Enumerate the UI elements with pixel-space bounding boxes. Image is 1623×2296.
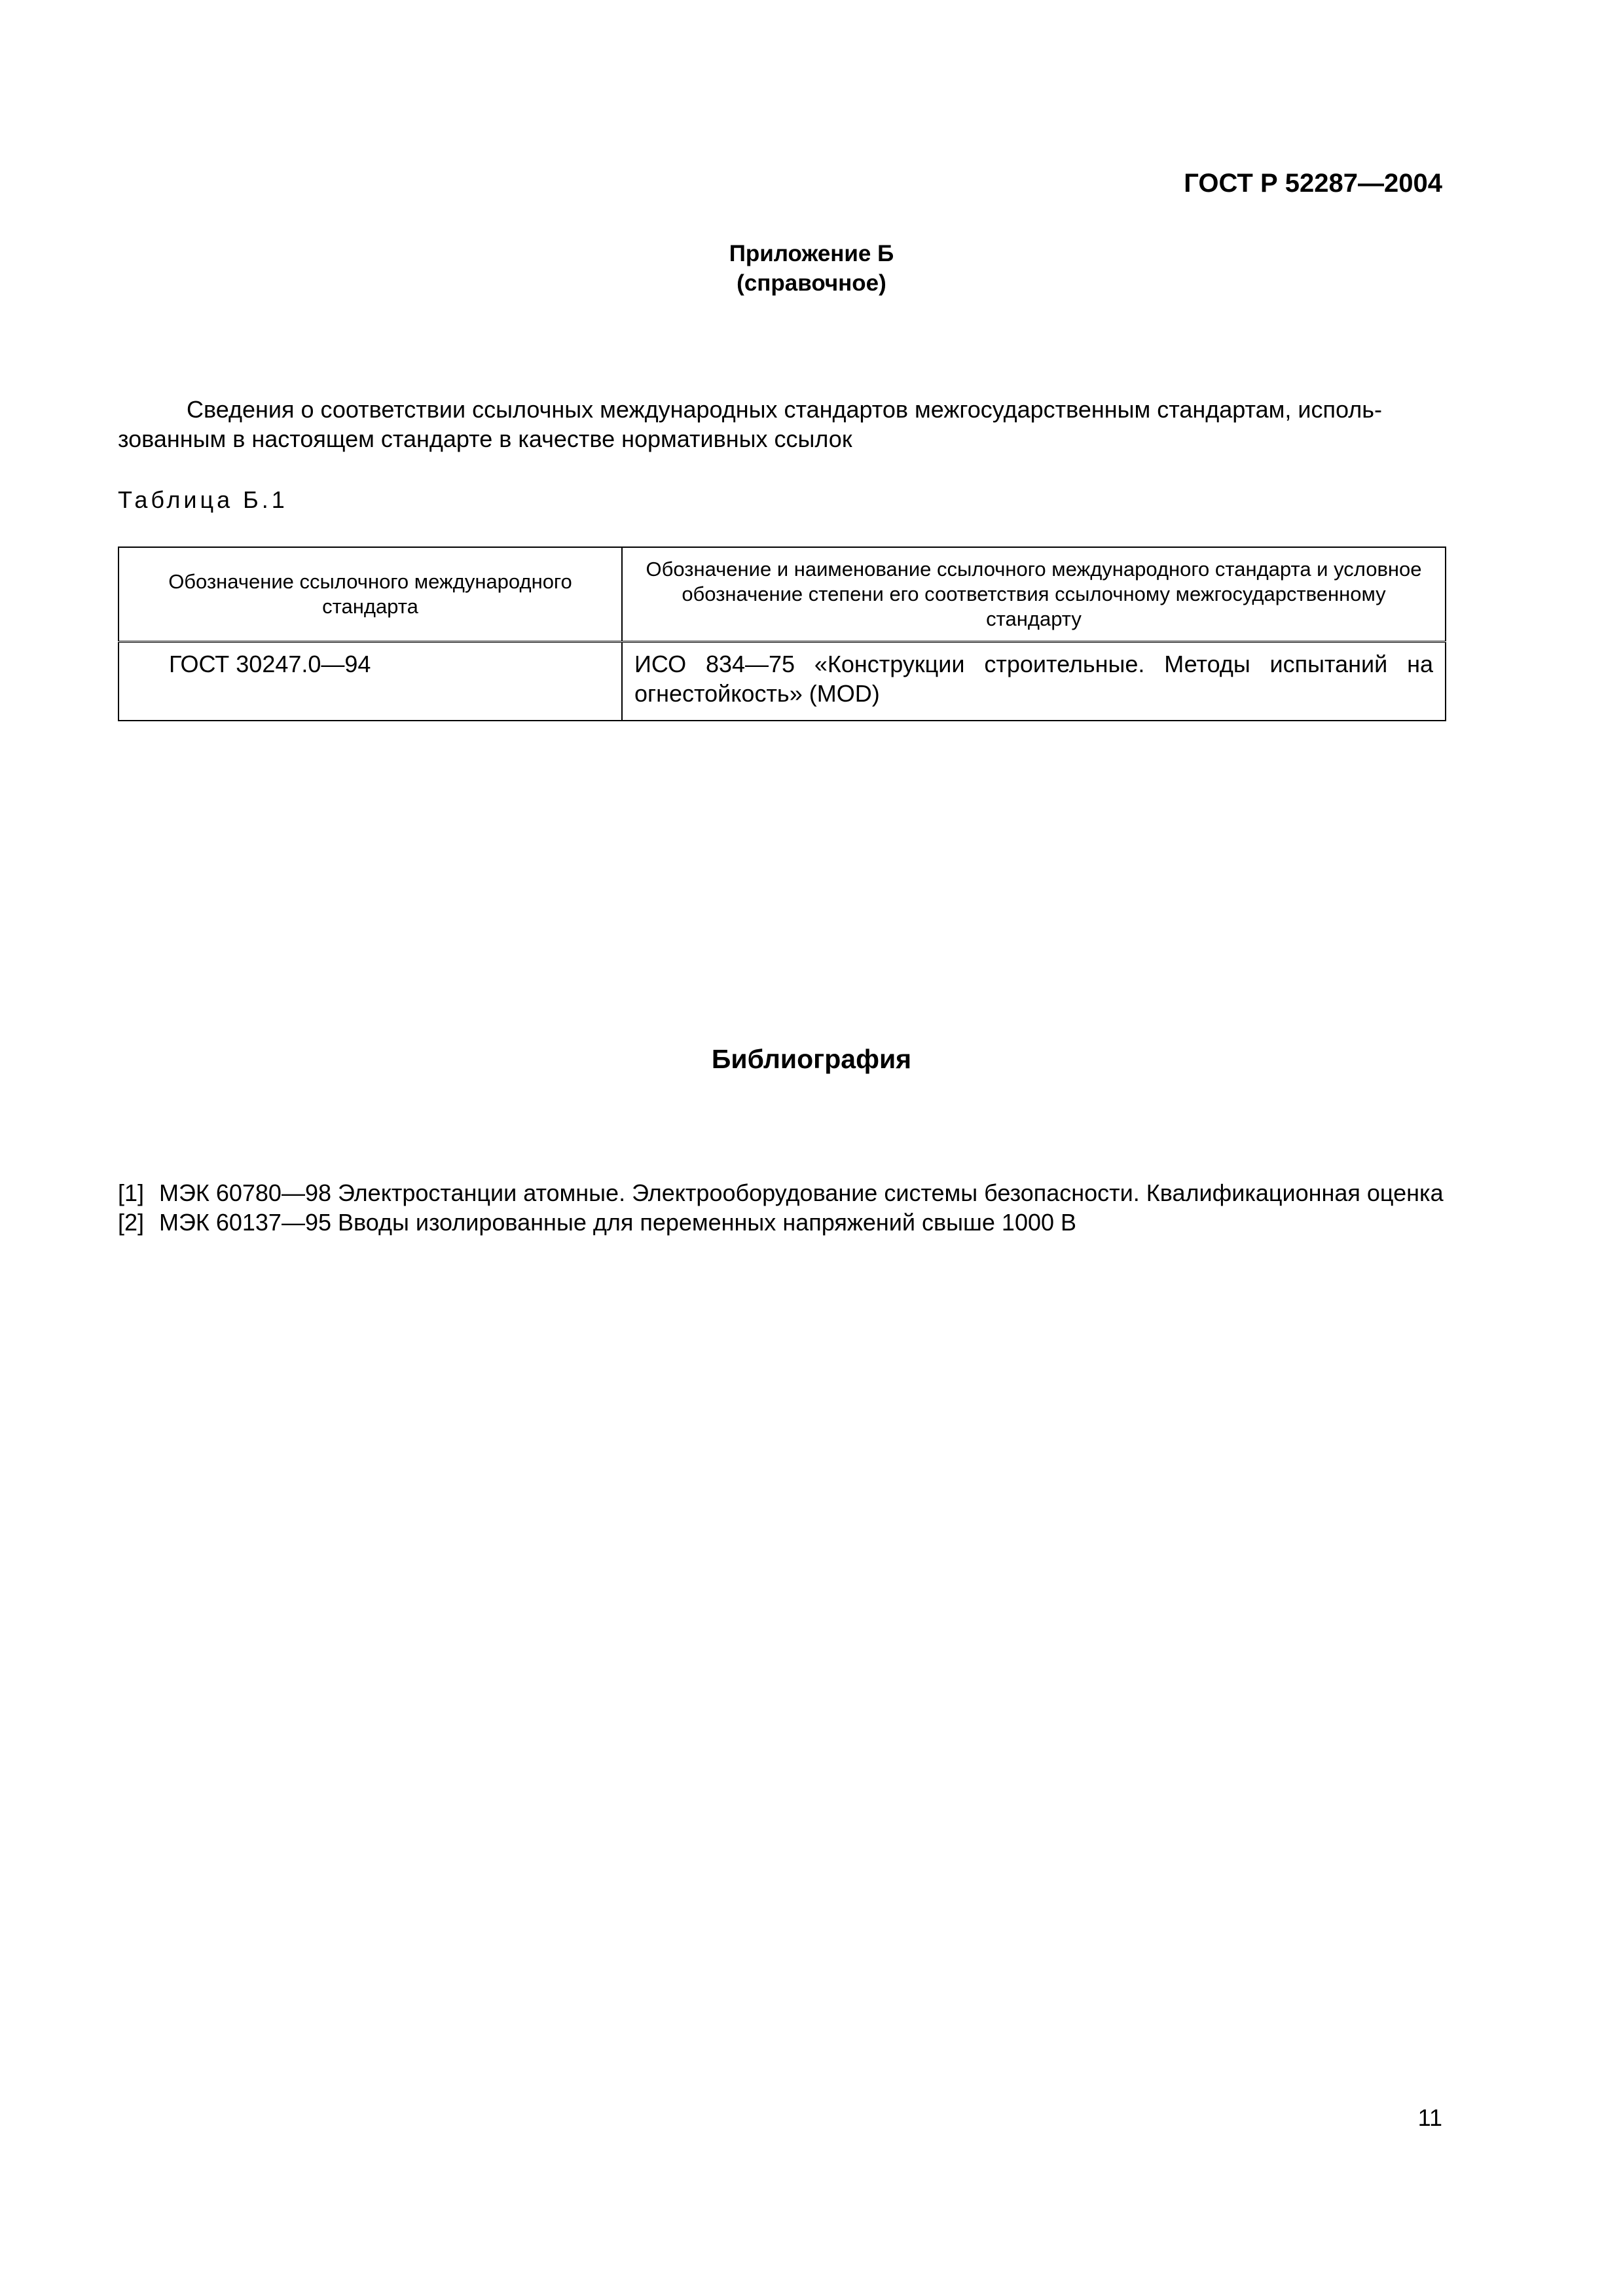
table-header-cell: Обозначение и наименование ссылочного международного стандарта и условное обозначение степени его соответствия ссылочному межгосударственному стандарту [622, 547, 1446, 642]
document-code: ГОСТ Р 52287—2004 [1184, 169, 1442, 198]
list-item [118, 1208, 1445, 1237]
intro-paragraph: Сведения о соответствии ссылочных международных стандартов межгосударственным стандартам, использованным в настоящем стандарте в качестве нормативных ссылок [118, 396, 1382, 452]
table-cell-iso: ИСО 834—75 «Конструкции строительные. Методы испытаний на огнестойкость» (MOD) [622, 642, 1446, 721]
bibliography-item-text: МЭК 60137—95 Вводы изолированные для переменных напряжений свыше 1000 В [159, 1209, 1077, 1236]
bibliography-item-text: МЭК 60780—98 Электростанции атомные. Электрооборудование системы безопасности. Квалификационная оценка [159, 1179, 1444, 1206]
annex-title: Приложение Б [729, 241, 894, 266]
page-number: 11 [1417, 2104, 1442, 2131]
bibliography-list [118, 1178, 1445, 1237]
table-header-row [119, 547, 1446, 642]
bibliography-item-number: [2] [118, 1209, 145, 1236]
reference-table [118, 547, 1446, 721]
table-header-cell: Обозначение ссылочного международного стандарта [119, 547, 622, 642]
table-row [119, 642, 1446, 721]
annex-heading [0, 239, 1623, 298]
list-item [118, 1178, 1445, 1208]
table-caption: Таблица Б.1 [118, 486, 288, 513]
bibliography-title: Библиография [711, 1044, 912, 1074]
annex-subtitle: (справочное) [737, 270, 886, 296]
table-cell-gost: ГОСТ 30247.0—94 [119, 642, 622, 721]
bibliography-item-number: [1] [118, 1179, 145, 1206]
